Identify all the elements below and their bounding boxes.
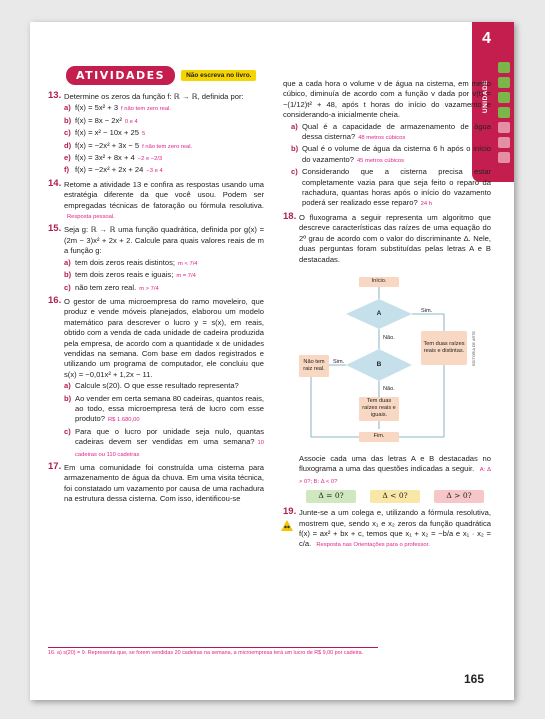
group-activity-icon — [281, 520, 293, 531]
question-14 — [48, 177, 264, 223]
question-text: que a cada hora o volume v de água na cisterna, em metro cúbico, diminuía de acordo com a função v dada por v(t) = −(1/12)t² + 48, após t horas do início do vazamento e considerando-a inicialmente cheia. — [283, 79, 491, 120]
unit-tab-square — [498, 152, 510, 163]
item-letter: c) — [64, 282, 71, 292]
question-number: 16. — [48, 294, 62, 306]
answer: 5 — [141, 131, 146, 138]
answer: Resposta nas Orientações para o professor. — [316, 542, 430, 549]
question-text: Determine os zeros da função f: ℝ → ℝ, definida por: — [64, 92, 244, 101]
no-label: Não. — [383, 334, 395, 341]
answer: A: Δ > 0?; B: Δ < 0? — [299, 467, 491, 485]
item-letter: a) — [64, 381, 71, 391]
question-17 — [48, 463, 264, 505]
item-text: Considerando que a cisterna precisa estar completamente vazia para que seja feito o reparo da rachadura, quantas horas após o início do vazamento poderá ser realizado esse reparo? — [302, 167, 491, 208]
question-item — [64, 153, 264, 164]
question-text: O gestor de uma microempresa do ramo moveleiro, que produz e vende móveis planejados, elaborou um modelo matemático para descrever o lucro y = s(x), em reais, obtido com a venda de cada unidade de cadeira produzida pela empresa, de acordo com a quantidade x de unidades vendidas na semana. Com base em dados registrados e utilizando um programa de computador, ele concluiu que s(x) = −0,01x² + 1,2x − 11. — [64, 296, 264, 379]
footnote: 16. a) s(20) = 9. Representa que, se forem vendidas 20 cadeiras na semana, a microempresa terá um lucro de R$ 9,00 por cadeira. — [48, 647, 378, 657]
item-text: tem dois zeros reais distintos; — [75, 257, 176, 267]
item-letter: a) — [291, 121, 298, 131]
item-text: Calcule s(20). O que esse resultado representa? — [75, 381, 239, 391]
label-b: B — [376, 360, 382, 368]
answer: 45 metros cúbicos — [356, 157, 404, 164]
question-text: Associe cada uma das letras A e B destacadas no fluxograma a uma das questões indicadas a seguir. — [299, 453, 491, 474]
question-number: 15. — [48, 223, 62, 235]
answer: m > 7/4 — [139, 285, 159, 292]
unit-tab-square — [498, 137, 510, 148]
question-item — [64, 116, 264, 127]
item-text: não tem zero real. — [75, 282, 137, 292]
question-item — [64, 103, 264, 114]
question-text: Em uma comunidade foi construída uma cisterna para armazenamento de água da chuva. Em uma visita técnica, foi constatado um vazamento por causa de uma rachadura na estrutura dessa cisterna. Com isso, identificou-se — [64, 463, 264, 504]
answer: Resposta pessoal. — [67, 214, 115, 221]
unit-number: 4 — [482, 30, 491, 47]
item-text: f(x) = x² − 10x + 25 — [75, 128, 139, 138]
item-text: Qual é o volume de água da cisterna 6 h após o início do vazamento? — [302, 144, 491, 164]
unit-tab-square — [498, 62, 510, 73]
question-number: 17. — [48, 461, 62, 472]
question-item — [64, 128, 264, 139]
option-box: Δ = 0? — [306, 490, 356, 503]
item-letter: e) — [64, 153, 71, 163]
question-item — [291, 167, 491, 210]
answer: 10 cadeiras ou 110 cadeiras — [75, 440, 264, 458]
question-item — [291, 144, 491, 166]
question-item — [64, 394, 264, 426]
question-item — [291, 122, 491, 144]
start-box: Início. — [359, 277, 399, 287]
answer: f não tem zero real. — [121, 106, 171, 113]
question-item — [64, 270, 264, 281]
item-text: Para que o lucro por unidade seja nulo, quantas cadeiras devem ser vendidas em uma semana? — [75, 426, 264, 447]
item-text: f(x) = −2x² + 3x − 5 — [75, 140, 140, 150]
answer: −3 e 4 — [146, 168, 163, 175]
item-text: f(x) = 8x − 2x² — [75, 115, 122, 125]
answer: −2 e −2/3 — [137, 156, 163, 163]
item-letter: f) — [64, 165, 70, 175]
right-column — [283, 79, 491, 554]
notice-badge: Não escreva no livro. — [181, 70, 256, 81]
question-number: 18. — [283, 210, 297, 222]
unit-tab-square — [498, 77, 510, 88]
item-letter: b) — [64, 270, 72, 280]
question-item — [64, 427, 264, 460]
question-item — [64, 258, 264, 269]
unit-label: UNIDADE — [482, 80, 489, 114]
question-item — [64, 165, 264, 176]
answer: m = 7/4 — [176, 273, 196, 280]
unit-tab-square — [498, 107, 510, 118]
answer: 0 e 4 — [124, 118, 138, 125]
result-equal: Tem duas raízes reais e iguais. — [359, 397, 399, 421]
item-letter: c) — [64, 128, 71, 138]
item-letter: b) — [291, 144, 299, 154]
question-item — [64, 381, 264, 392]
item-letter: b) — [64, 393, 72, 403]
result-no-root: Não tem raiz real. — [299, 355, 329, 377]
question-number: 13. — [48, 90, 62, 101]
item-text: f(x) = 5x² + 3 — [75, 103, 119, 113]
textbook-page — [30, 22, 514, 700]
question-16 — [48, 294, 264, 460]
section-header — [66, 66, 256, 84]
item-text: Qual é a capacidade de armazenamento de água dessa cisterna? — [302, 121, 491, 142]
flowchart — [299, 269, 507, 451]
question-text: O fluxograma a seguir representa um algoritmo que descreve características das raízes de uma equação do 2º grau de acordo com o valor do discriminante Δ. Nele, duas perguntas foram substituídas pelas letras A e B destacadas. — [299, 212, 491, 264]
question-text: Retome a atividade 13 e confira as respostas usando uma estratégia diferente da que você usou. Podem ser empregadas técnicas de fatoração ou fórmula resolutiva. — [64, 179, 264, 210]
answer: 48 metros cúbicos — [358, 135, 406, 142]
item-text: f(x) = 3x² + 8x + 4 — [75, 153, 135, 163]
question-15 — [48, 225, 264, 293]
question-item — [64, 141, 264, 152]
item-text: f(x) = −2x² + 2x + 24 — [75, 165, 144, 175]
item-letter: b) — [64, 115, 72, 125]
question-19 — [283, 508, 491, 551]
options — [299, 490, 491, 503]
yes-label: Sim. — [421, 307, 433, 314]
result-distinct: Tem duas raízes reais e distintas. — [421, 331, 467, 365]
item-text: Ao vender em certa semana 80 cadeiras, quantos reais, ao todo, essa microempresa terá de lucro com esse produto? — [75, 393, 264, 424]
question-item — [64, 283, 264, 294]
answer: 24 h — [420, 201, 432, 208]
left-column — [48, 92, 264, 508]
item-text: tem dois zeros reais e iguais; — [75, 270, 174, 280]
answer: f não tem zero real. — [142, 143, 193, 150]
option-box: Δ < 0? — [370, 490, 420, 503]
no-label: Não. — [383, 385, 395, 392]
page-number: 165 — [463, 672, 484, 686]
question-13 — [48, 92, 264, 177]
art-credit: EDITORIA DE ARTE — [472, 330, 476, 366]
question-18 — [283, 210, 491, 503]
end-box: Fim. — [359, 432, 399, 442]
yes-label: Sim. — [333, 358, 345, 365]
item-letter: a) — [64, 103, 71, 113]
item-letter: d) — [64, 140, 72, 150]
answer: R$ 1.680,00 — [107, 417, 140, 424]
question-number: 14. — [48, 177, 62, 189]
item-letter: c) — [291, 167, 298, 177]
unit-tab-square — [498, 122, 510, 133]
question-number: 19. — [283, 506, 297, 518]
item-letter: a) — [64, 257, 71, 267]
question-17-continued — [283, 79, 491, 210]
question-text: Seja g: ℝ → ℝ uma função quadrática, definida por g(x) = (2m − 3)x² + 2x + 2. Calcule para quais valores reais de m a função g: — [64, 225, 264, 256]
question-text: Junte-se a um colega e, utilizando a fórmula resolutiva, mostrem que, sendo x₁ e x₂ zeros da função quadrática f(x) = ax² + bx + c, temos que x₁ + x₂ = −b/a e x₁ · x₂ = c/a. — [299, 508, 491, 549]
option-box: Δ > 0? — [434, 490, 484, 503]
answer: m < 7/4 — [178, 260, 198, 267]
unit-tab-square — [498, 92, 510, 103]
label-a: A — [376, 309, 382, 317]
item-letter: c) — [64, 426, 71, 436]
section-title: ATIVIDADES — [66, 66, 175, 85]
